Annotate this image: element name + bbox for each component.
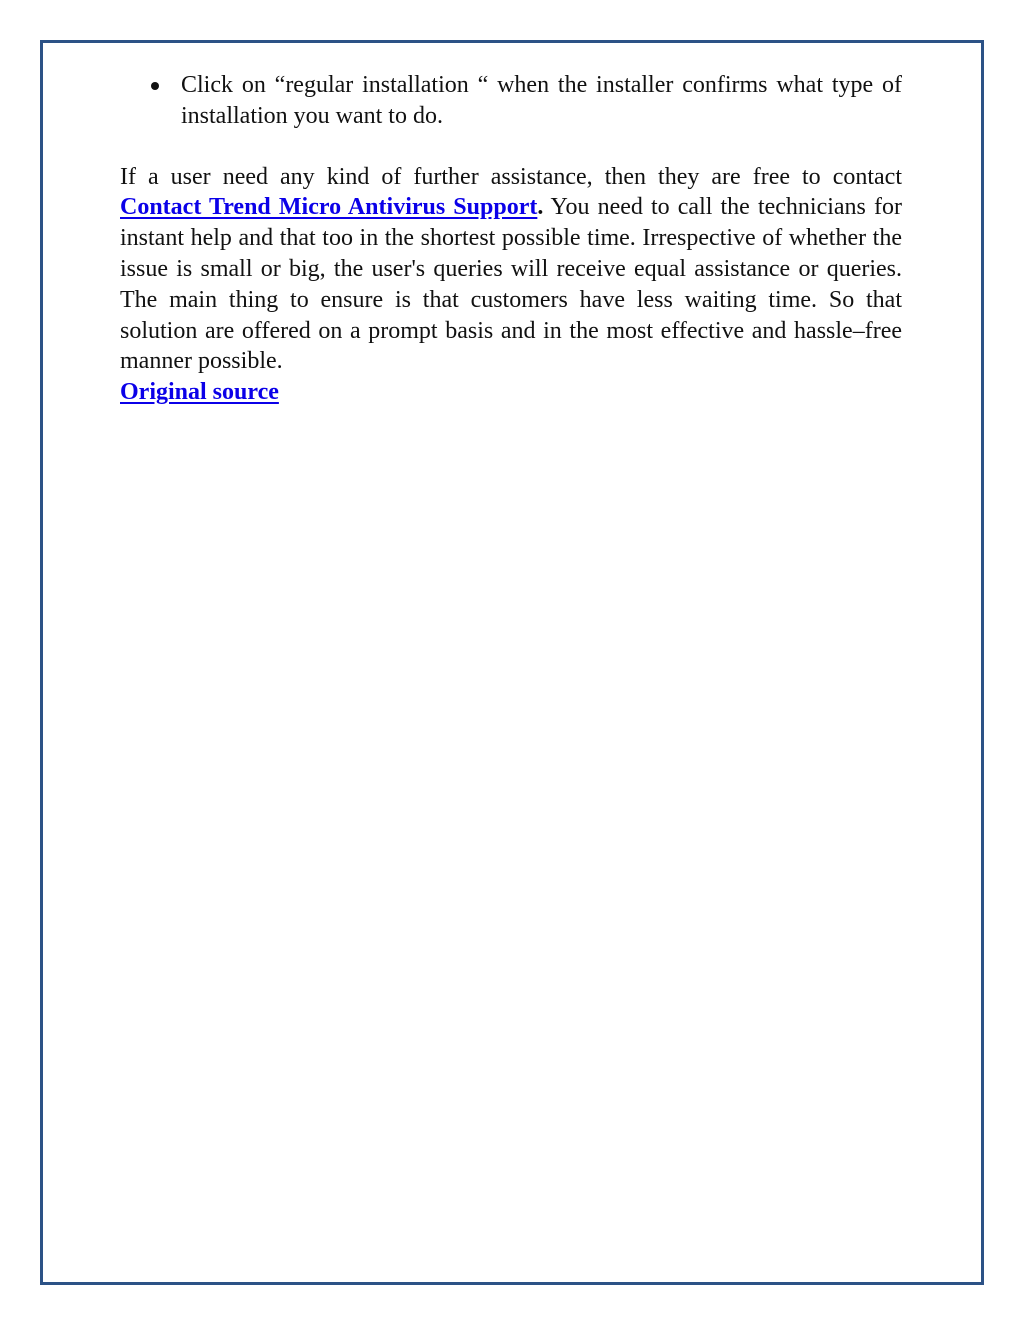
link-punctuation: . xyxy=(537,194,544,221)
list-item xyxy=(120,70,902,132)
paragraph-text-after-link: You need to call the technicians for instant help and that too in the shortest possible time. Irrespective of whether the issue is small or big, the user's queries will receive equal assistance or queries. The main thing to ensure is that customers have less waiting time. So that solution are offered on a prompt basis and in the most effective and hassle–free manner possible. xyxy=(120,194,902,375)
document-content xyxy=(120,70,902,408)
bullet-text: Click on “regular installation “ when the installer confirms what type of installation you want to do. xyxy=(181,72,902,129)
bullet-list xyxy=(120,70,902,132)
body-paragraph xyxy=(120,162,902,408)
bullet-icon xyxy=(151,82,159,90)
original-source-link[interactable]: Original source xyxy=(120,379,279,406)
contact-support-link[interactable]: Contact Trend Micro Antivirus Support xyxy=(120,194,538,221)
paragraph-text-before-link: If a user need any kind of further assistance, then they are free to contact xyxy=(120,163,902,190)
